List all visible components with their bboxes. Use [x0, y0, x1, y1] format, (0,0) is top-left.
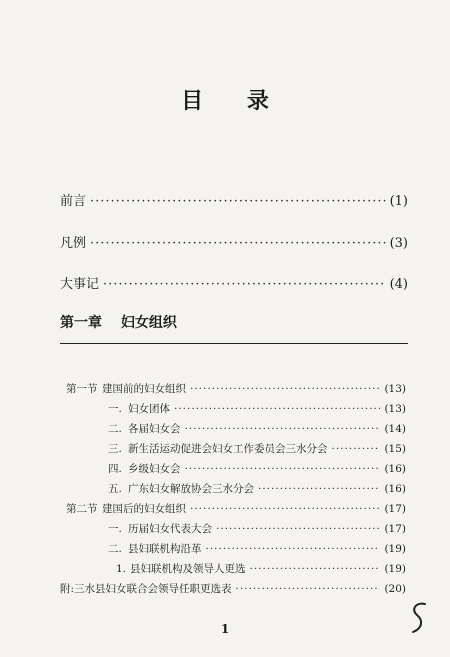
- leader-dots: [185, 423, 381, 435]
- entry-number: 二.: [108, 543, 122, 555]
- toc-entry-subsection[interactable]: [108, 541, 406, 556]
- toc-entry-section-2[interactable]: [66, 501, 406, 516]
- entry-page: (14): [384, 423, 406, 435]
- entry-page: (3): [389, 236, 408, 251]
- toc-entry-section-1[interactable]: [66, 381, 406, 396]
- entry-number: 第一节: [66, 383, 98, 395]
- toc-entry-subsection[interactable]: [108, 521, 406, 536]
- entry-number: 一.: [108, 403, 122, 415]
- entry-title: 建国后的妇女组织: [102, 503, 186, 515]
- entry-page: (4): [389, 277, 408, 292]
- toc-entry-subsection[interactable]: [108, 481, 406, 496]
- chapter-divider: [60, 343, 408, 344]
- entry-label: [66, 381, 186, 396]
- leader-dots: [90, 236, 386, 251]
- leader-dots: [332, 443, 381, 455]
- entry-label: [108, 401, 170, 416]
- entry-title: 建国前的妇女组织: [102, 383, 186, 395]
- leader-dots: [250, 563, 381, 575]
- leader-dots: [190, 503, 380, 515]
- entry-page: (13): [384, 383, 406, 395]
- leader-dots: [185, 463, 381, 475]
- page-number: 1: [220, 622, 230, 636]
- leader-dots: [216, 523, 380, 535]
- entry-title: 广东妇女解放协会三水分会: [128, 483, 254, 495]
- toc-entry-subsection[interactable]: [108, 441, 406, 456]
- entry-title: 新生活运动促进会妇女工作委员会三水分会: [128, 443, 328, 455]
- chapter-title: 妇女组织: [120, 315, 177, 331]
- entry-number: 五.: [108, 483, 122, 495]
- entry-label: [108, 441, 328, 456]
- toc-entry-preface[interactable]: [60, 190, 408, 209]
- leader-dots: [90, 194, 386, 209]
- leader-dots: [190, 383, 380, 395]
- entry-title: 县妇联机构及领导人更选: [130, 563, 246, 575]
- entry-number: 1.: [116, 563, 127, 575]
- entry-label: 前言: [60, 194, 87, 209]
- entry-page: (1): [389, 194, 408, 209]
- entry-page: (19): [384, 563, 406, 575]
- entry-label: [108, 461, 181, 476]
- toc-entry-item[interactable]: [116, 561, 406, 576]
- entry-page: (16): [384, 463, 406, 475]
- chapter-heading: [60, 312, 177, 332]
- toc-entry-appendix[interactable]: [60, 581, 406, 596]
- entry-label: [108, 421, 181, 436]
- entry-label: [116, 561, 246, 576]
- leader-dots: [206, 543, 381, 555]
- entry-page: (16): [384, 483, 406, 495]
- entry-page: (15): [384, 443, 406, 455]
- entry-page: (19): [384, 543, 406, 555]
- entry-title: 县妇联机构沿革: [128, 543, 202, 555]
- handwritten-mark-icon: [403, 598, 433, 638]
- entry-page: (20): [384, 583, 406, 595]
- entry-page: (17): [384, 503, 406, 515]
- leader-dots: [258, 483, 380, 495]
- entry-page: (17): [384, 523, 406, 535]
- entry-number: 四.: [108, 463, 122, 475]
- leader-dots: [236, 583, 381, 595]
- entry-page: (13): [384, 403, 406, 415]
- entry-title: 妇女团体: [128, 403, 170, 415]
- entry-number: 二.: [108, 423, 122, 435]
- leader-dots: [103, 277, 386, 292]
- entry-number: 第二节: [66, 503, 98, 515]
- entry-label: [108, 521, 212, 536]
- toc-entry-subsection[interactable]: [108, 461, 406, 476]
- toc-entry-guide[interactable]: [60, 232, 408, 251]
- entry-title: 三水县妇女联合会领导任职更选表: [74, 583, 232, 595]
- entry-label: [108, 481, 254, 496]
- entry-title: 各届妇女会: [128, 423, 181, 435]
- entry-label: [60, 581, 232, 596]
- entry-title: 乡级妇女会: [128, 463, 181, 475]
- entry-title: 历届妇女代表大会: [128, 523, 212, 535]
- entry-label: 凡例: [60, 236, 87, 251]
- toc-entry-subsection[interactable]: [108, 421, 406, 436]
- entry-label: [66, 501, 186, 516]
- toc-entry-chronicle[interactable]: [60, 273, 408, 292]
- entry-label: 大事记: [60, 277, 100, 292]
- toc-entry-subsection[interactable]: [108, 401, 406, 416]
- entry-number: 一.: [108, 523, 122, 535]
- entry-number: 三.: [108, 443, 122, 455]
- chapter-number: 第一章: [60, 315, 102, 331]
- entry-number: 附:: [60, 583, 75, 595]
- page-title: 目 录: [181, 88, 287, 114]
- entry-label: [108, 541, 202, 556]
- leader-dots: [174, 403, 380, 415]
